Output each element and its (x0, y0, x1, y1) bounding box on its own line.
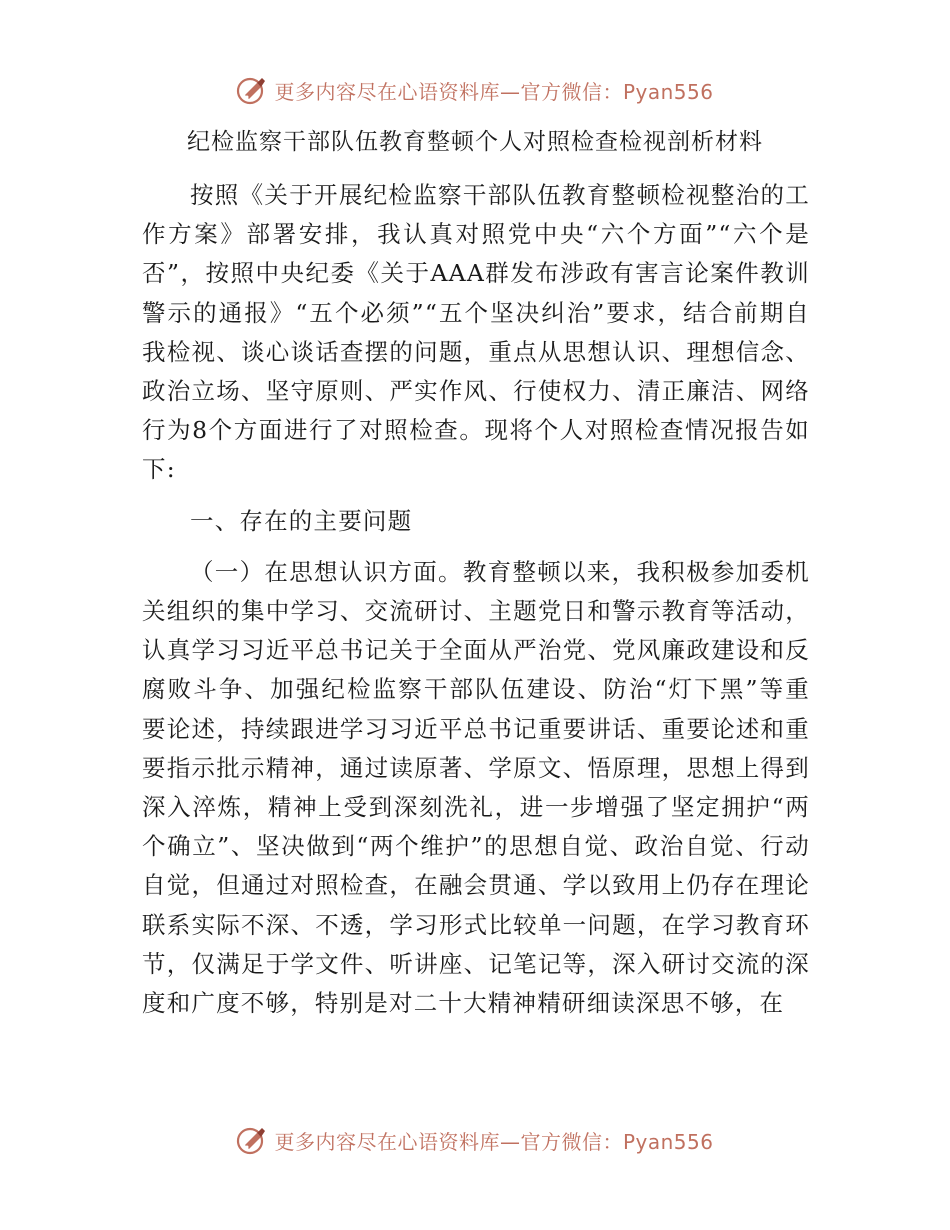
section-heading: 一、存在的主要问题 (190, 506, 413, 535)
document-title: 纪检监察干部队伍教育整顿个人对照检查检视剖析材料 (187, 129, 763, 155)
pen-seal-logo-icon (236, 74, 268, 106)
document-body (142, 176, 810, 1023)
watermark-banner-bottom (0, 1120, 950, 1160)
watermark-banner-top (0, 70, 950, 110)
watermark-text: 更多内容尽在心语资料库—官方微信：Pyan556 (274, 1129, 714, 1154)
paragraph-intro: 按照《关于开展纪检监察干部队伍教育整顿检视整治的工作方案》部署安排，我认真对照党中央“六个方面”“六个是否”，按照中央纪委《关于AAA群发布涉政有害言论案件教训警示的通报》“五个必须”“五个坚决纠治”要求，结合前期自我检视、谈心谈话查摆的问题，重点从思想认识、理想信念、政治立场、坚守原则、严实作风、行使权力、清正廉洁、网络行为8个方面进行了对照检查。现将个人对照检查情况报告如下: (142, 181, 810, 484)
pen-seal-logo-icon (236, 1124, 268, 1156)
watermark-text: 更多内容尽在心语资料库—官方微信：Pyan556 (274, 79, 714, 104)
paragraph-thinking: （一）在思想认识方面。教育整顿以来，我积极参加委机关组织的集中学习、交流研讨、主题党日和警示教育等活动，认真学习习近平总书记关于全面从严治党、党风廉政建设和反腐败斗争、加强纪检监察干部队伍建设、防治“灯下黑”等重要论述，持续跟进学习习近平总书记重要讲话、重要论述和重要指示批示精神，通过读原著、学原文、悟原理，思想上得到深入淬炼，精神上受到深刻洗礼，进一步增强了坚定拥护“两个确立”、坚决做到“两个维护”的思想自觉、政治自觉、行动自觉，但通过对照检查，在融会贯通、学以致用上仍存在理论联系实际不深、不透，学习形式比较单一问题，在学习教育环节，仅满足于学文件、听讲座、记笔记等，深入研讨交流的深度和广度不够，特别是对二十大精神精研细读深思不够，在 (142, 557, 810, 1018)
